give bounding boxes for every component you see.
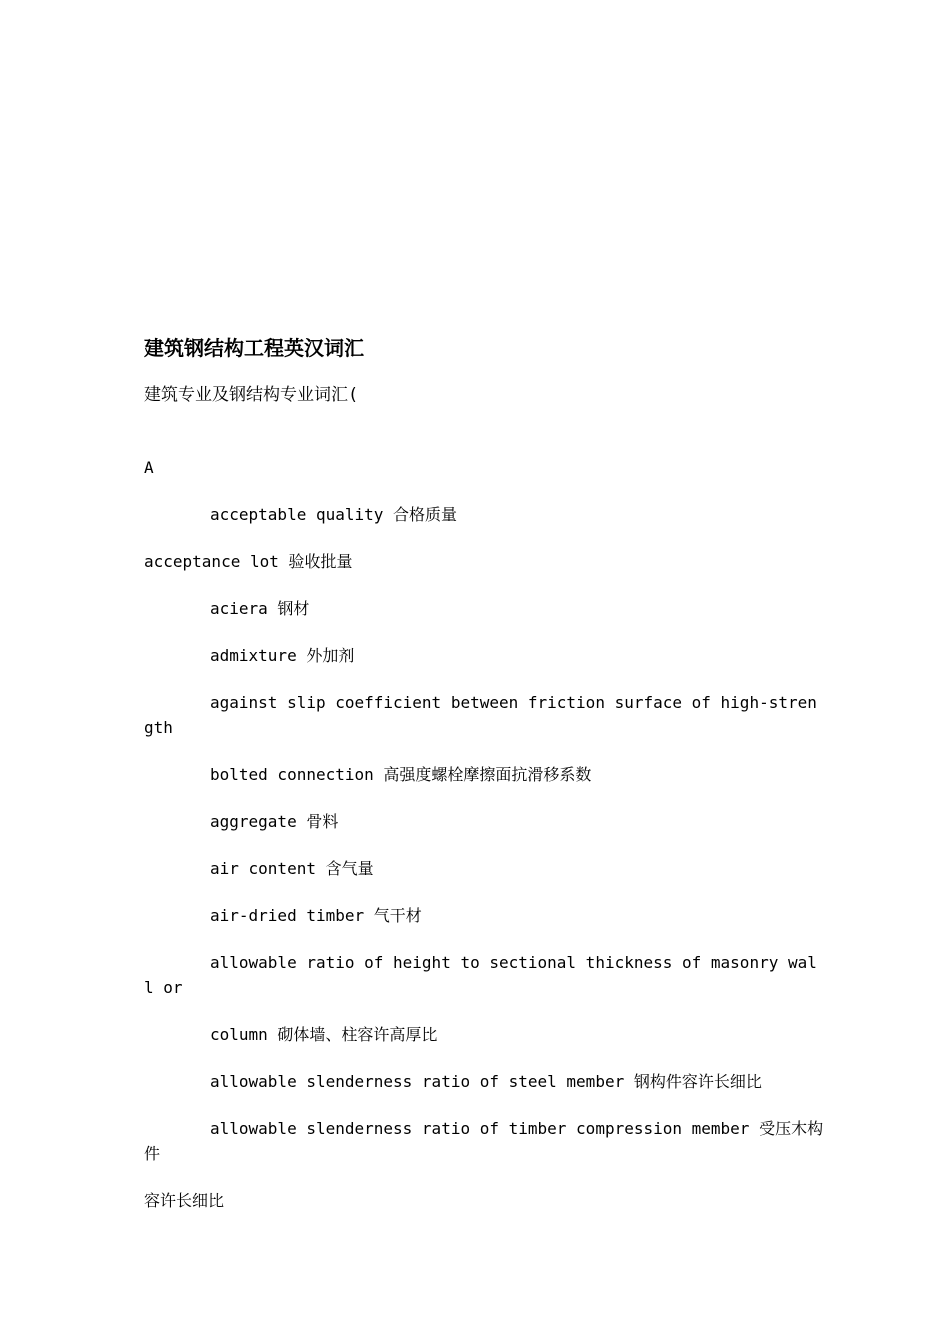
glossary-entry: bolted connection 高强度螺栓摩擦面抗滑移系数 <box>210 765 592 784</box>
glossary-entry: allowable ratio of height to sectional thickness of masonry wall or <box>144 953 817 997</box>
glossary-entry: 容许长细比 <box>144 1191 225 1210</box>
glossary-entry: air-dried timber 气干材 <box>210 906 422 925</box>
document-title: 建筑钢结构工程英汉词汇 <box>144 336 364 360</box>
glossary-body <box>144 455 824 1235</box>
section-letter: A <box>144 458 154 477</box>
glossary-entry: air content 含气量 <box>210 859 374 878</box>
glossary-entry: aggregate 骨料 <box>210 812 339 831</box>
glossary-entry: admixture 外加剂 <box>210 646 355 665</box>
glossary-entry: allowable slenderness ratio of timber compression member 受压木构件 <box>144 1119 824 1163</box>
glossary-entry: aciera 钢材 <box>210 599 310 618</box>
document-subtitle: 建筑专业及钢结构专业词汇( <box>144 385 359 405</box>
glossary-entry: allowable slenderness ratio of steel member 钢构件容许长细比 <box>210 1072 762 1091</box>
glossary-entry: against slip coefficient between friction surface of high-strength <box>144 693 817 737</box>
glossary-entry: column 砌体墙、柱容许高厚比 <box>210 1025 438 1044</box>
glossary-entry: acceptance lot 验收批量 <box>144 552 353 571</box>
glossary-entry: acceptable quality 合格质量 <box>210 505 458 524</box>
